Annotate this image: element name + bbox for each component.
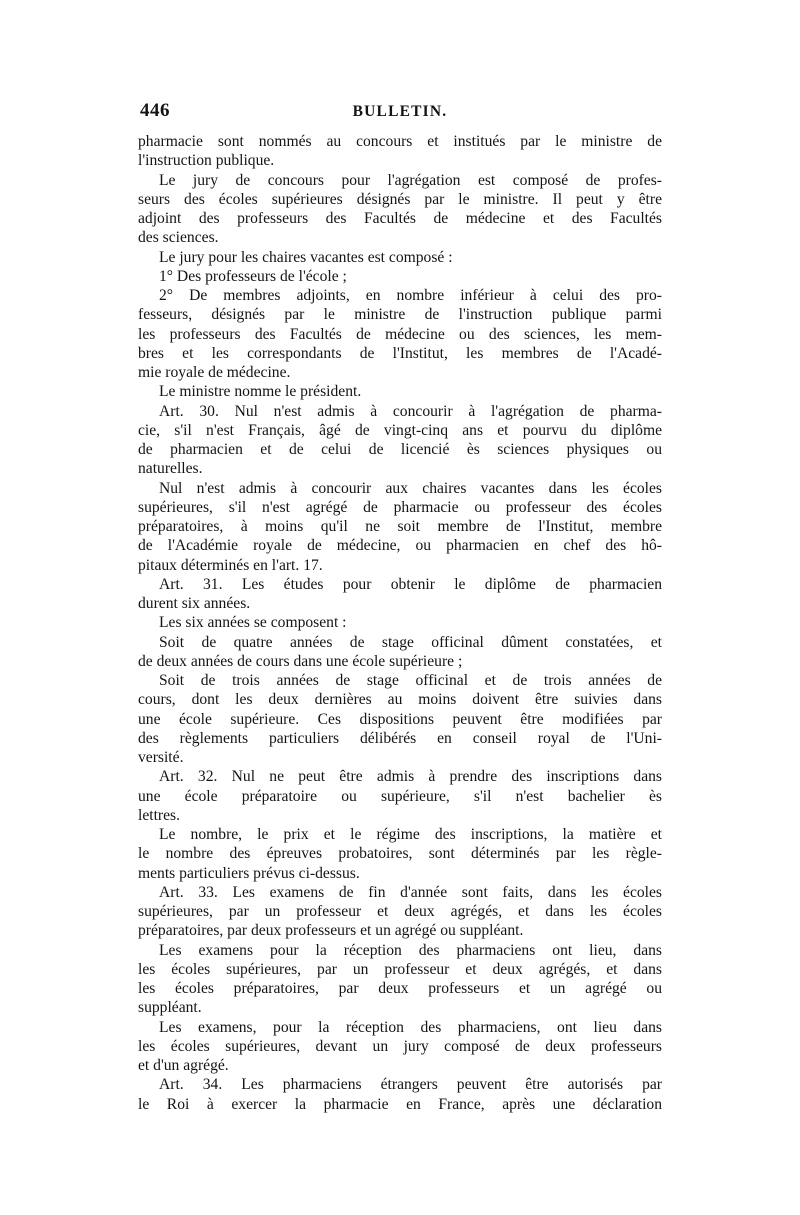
text-line: supérieures, s'il n'est agrégé de pharmacie ou professeur des écoles	[138, 498, 662, 516]
text-line: Les examens, pour la réception des pharmaciens, ont lieu dans	[159, 1018, 662, 1036]
text-line: supérieures, par un professeur et deux agrégés, et dans les écoles	[138, 903, 662, 920]
text-line: adjoint des professeurs des Facultés de médecine et des Facultés	[138, 210, 662, 227]
text-line: Art. 32. Nul ne peut être admis à prendre des inscriptions dans	[159, 768, 662, 786]
page-header	[138, 100, 662, 126]
text-line: le nombre des épreuves probatoires, sont déterminés par les règle-	[138, 845, 662, 863]
text-line: pitaux déterminés en l'art. 17.	[138, 556, 323, 574]
text-line: Art. 31. Les études pour obtenir le diplôme de pharmacien	[159, 575, 662, 593]
text-line: Le jury de concours pour l'agrégation est composé de profes-	[159, 171, 662, 189]
text-line: fesseurs, désignés par le ministre de l'instruction publique parmi	[138, 306, 662, 324]
text-line: 1° Des professeurs de l'école ;	[159, 267, 347, 285]
text-line: cie, s'il n'est Français, âgé de vingt-cinq ans et pourvu du diplôme	[138, 421, 662, 439]
text-line: bres et les correspondants de l'Institut, les membres de l'Acadé-	[138, 344, 662, 362]
text-line: Art. 34. Les pharmaciens étrangers peuvent être autorisés par	[159, 1076, 662, 1094]
text-line: 2° De membres adjoints, en nombre inférieur à celui des pro-	[159, 287, 662, 304]
text-line: cours, dont les deux dernières au moins doivent être suivies dans	[138, 691, 662, 709]
text-line: versité.	[138, 749, 184, 766]
text-line: Le ministre nomme le président.	[159, 383, 362, 401]
text-line: les écoles préparatoires, par deux professeurs et un agrégé ou	[138, 980, 662, 997]
text-line: Soit de trois années de stage officinal et de trois années de	[159, 672, 662, 689]
text-line: suppléant.	[138, 999, 202, 1017]
text-line: une école supérieure. Ces dispositions peuvent être modifiées par	[138, 710, 662, 728]
text-line: lettres.	[138, 806, 180, 824]
text-line: préparatoires, à moins qu'il ne soit membre de l'Institut, membre	[138, 518, 662, 535]
text-line: de l'Académie royale de médecine, ou pharmacien en chef des hô-	[138, 537, 662, 555]
text-line: les écoles supérieures, devant un jury composé de deux professeurs	[138, 1037, 662, 1055]
text-line: Les examens pour la réception des pharmaciens ont lieu, dans	[159, 941, 662, 959]
text-line: de pharmacien et de celui de licencié ès sciences physiques ou	[138, 441, 662, 458]
running-title: BULLETIN.	[352, 103, 448, 120]
text-line: préparatoires, par deux professeurs et un agrégé ou suppléant.	[138, 922, 524, 940]
text-line: des sciences.	[138, 229, 219, 247]
text-line: Nul n'est admis à concourir aux chaires vacantes dans les écoles	[159, 479, 662, 497]
text-line: ments particuliers prévus ci-dessus.	[138, 864, 360, 882]
text-line: l'instruction publique.	[138, 152, 275, 170]
text-line: Soit de quatre années de stage officinal dûment constatées, et	[159, 633, 662, 651]
text-line: Le nombre, le prix et le régime des inscriptions, la matière et	[159, 826, 662, 843]
text-line: les professeurs des Facultés de médecine ou des sciences, les mem-	[138, 325, 662, 343]
text-line: seurs des écoles supérieures désignés par le ministre. Il peut y être	[138, 190, 662, 208]
text-line: une école préparatoire ou supérieure, s'il n'est bachelier ès	[138, 787, 662, 805]
text-line: naturelles.	[138, 460, 203, 478]
text-line: le Roi à exercer la pharmacie en France, après une déclaration	[138, 1095, 662, 1113]
text-line: Art. 30. Nul n'est admis à concourir à l'agrégation de pharma-	[159, 402, 662, 420]
text-line: mie royale de médecine.	[138, 364, 291, 381]
text-line: des règlements particuliers délibérés en conseil royal de l'Uni-	[138, 729, 662, 747]
text-line: les écoles supérieures, par un professeur et deux agrégés, et dans	[138, 960, 662, 978]
text-line: pharmacie sont nommés au concours et institués par le ministre de	[138, 133, 662, 150]
page-body	[138, 132, 662, 1114]
text-line: de deux années de cours dans une école supérieure ;	[138, 652, 463, 670]
page-number: 446	[140, 100, 170, 121]
text-line: Les six années se composent :	[159, 614, 347, 632]
text-line: Art. 33. Les examens de fin d'année sont faits, dans les écoles	[159, 883, 662, 901]
text-line: et d'un agrégé.	[138, 1057, 229, 1074]
text-line: durent six années.	[138, 595, 251, 612]
text-line: Le jury pour les chaires vacantes est composé :	[159, 248, 453, 266]
